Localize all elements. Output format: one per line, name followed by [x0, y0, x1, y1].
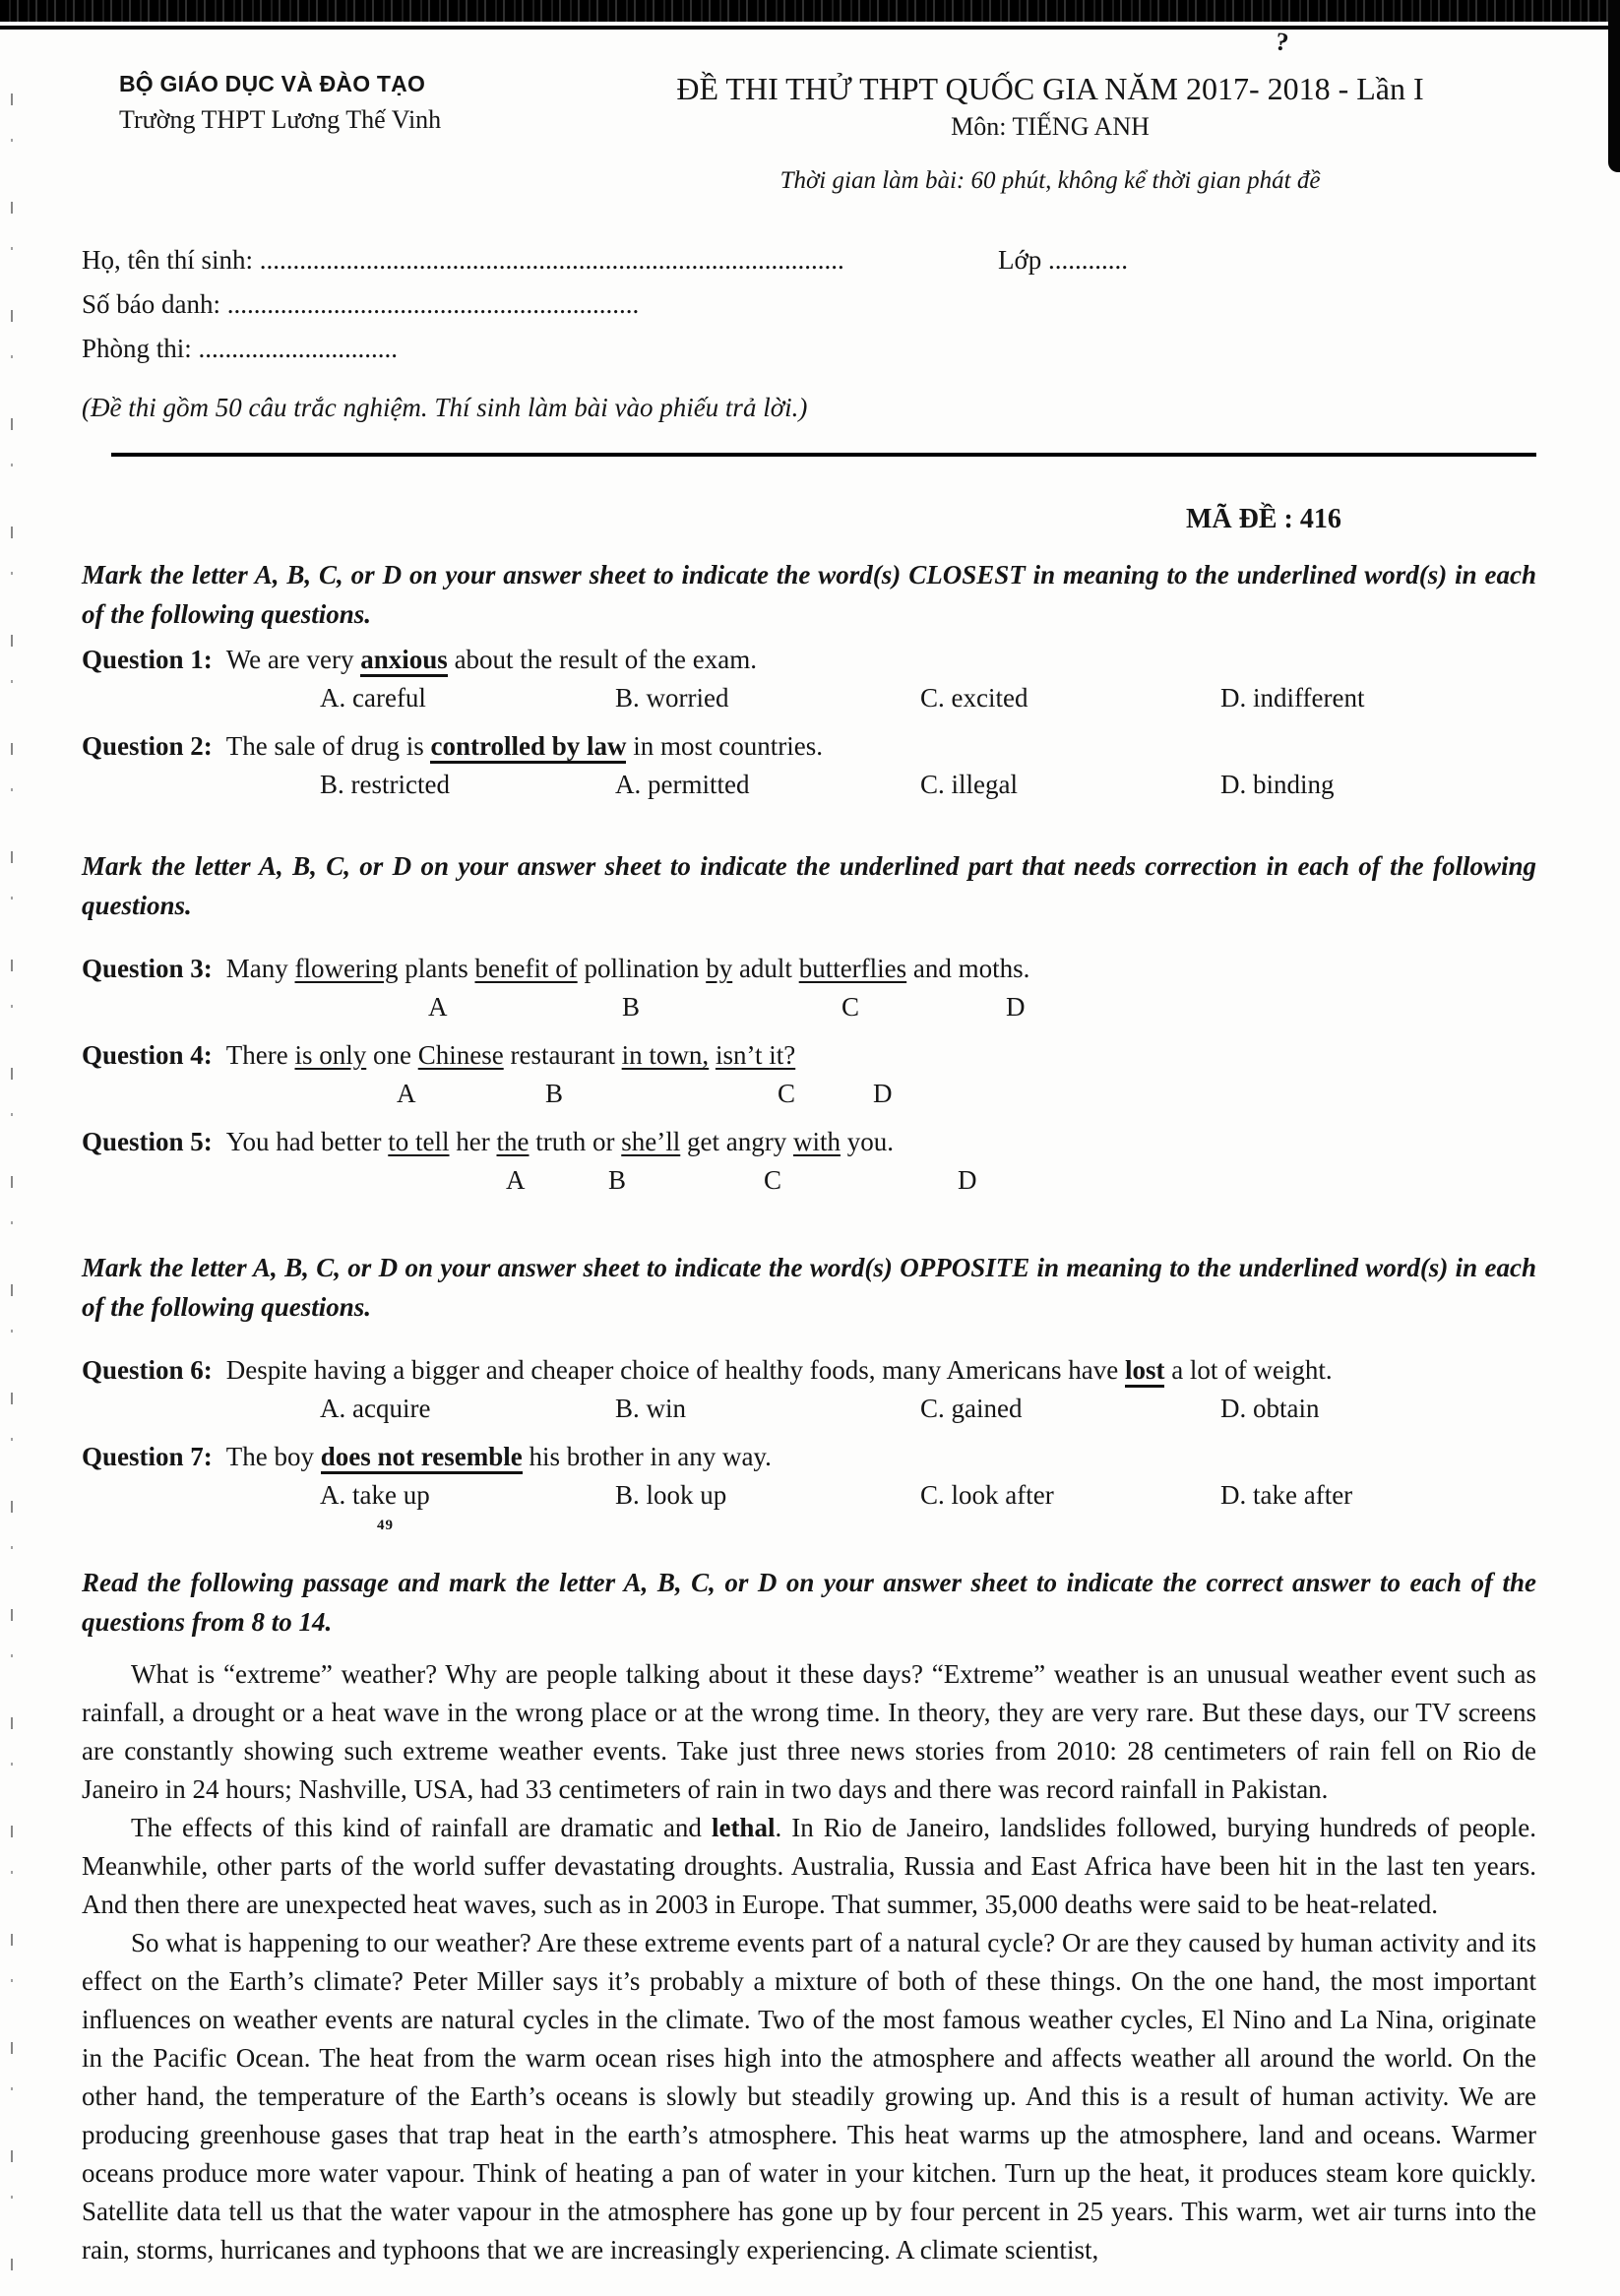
option-c: C. gained	[920, 1394, 1023, 1423]
option-a: A. permitted	[615, 770, 750, 799]
option-a: A. careful	[320, 683, 426, 713]
question-3	[82, 951, 1536, 986]
exam-subject: Môn: TIẾNG ANH	[951, 112, 1150, 141]
question-1-stem: We are very anxious about the result of the exam.	[226, 645, 757, 677]
letter-b: B	[622, 992, 641, 1022]
letter-d: D	[958, 1165, 977, 1195]
question-7-stem: The boy does not resemble his brother in any way.	[226, 1442, 772, 1474]
letter-a: A	[397, 1079, 416, 1108]
option-b: B. worried	[615, 683, 729, 713]
option-b: B. restricted	[320, 770, 450, 799]
question-1	[82, 642, 1536, 677]
question-1-options	[82, 683, 1536, 720]
question-4-stem: There is only one Chinese restaurant in town, isn’t it?	[225, 1040, 796, 1070]
letter-c: C	[841, 992, 860, 1022]
option-a: A. acquire	[320, 1394, 431, 1423]
option-d: D. take after	[1220, 1480, 1353, 1510]
letter-b: B	[545, 1079, 564, 1108]
question-6-label: Question 6:	[82, 1355, 213, 1385]
exam-header	[82, 71, 1536, 195]
question-7	[82, 1439, 1536, 1474]
page-content	[0, 71, 1620, 2269]
exam-room-field: Phòng thi: ..............................	[82, 334, 399, 363]
scan-squiggle-artifact: ?	[1274, 27, 1291, 57]
divider-line	[111, 453, 1536, 457]
question-3-letter-row	[82, 992, 1536, 1029]
section-instruction-correction: Mark the letter A, B, C, or D on your answer sheet to indicate the underlined part that needs correction in each of the following questions.	[82, 851, 1536, 920]
question-7-label: Question 7:	[82, 1442, 213, 1471]
scan-stray-mark: 49	[377, 1518, 394, 1533]
letter-c: C	[764, 1165, 782, 1195]
option-a: A. take up	[320, 1480, 430, 1510]
scan-noise-band	[0, 0, 1620, 22]
letter-a: A	[428, 992, 448, 1022]
header-title-block	[554, 71, 1536, 195]
question-3-stem: Many flowering plants benefit of pollination by adult butterflies and moths.	[225, 954, 1030, 983]
question-1-label: Question 1:	[82, 645, 213, 674]
question-3-label: Question 3:	[82, 954, 213, 983]
passage-paragraph-3: So what is happening to our weather? Are these extreme events part of a natural cycle? Or are they caused by human activity and its effect on the Earth’s climate? Peter Miller says it’s probably a mixture of both of these things. On the one hand, the most important influences on weather events are natural cycles in the climate. Two of the most famous weather cycles, El Nino and La Nina, originate in the Pacific Ocean. The heat from the warm ocean rises high into the atmosphere and affects weather all around the world. On the other hand, the temperature of the Earth’s oceans is slowly but steadily growing up. And this is a result of human activity. We are producing greenhouse gases that trap heat in the earth’s atmosphere. This heat warms up the atmosphere, land and oceans. Warmer oceans produce more water vapour. Think of heating a pan of water in your kitchen. Turn up the heat, it produces steam kore quickly. Satellite data tell us that the water vapour in the atmosphere has gone up by four percent in 25 years. This warm, wet air turns into the rain, storms, hurricanes and typhoons that we are increasingly experiencing. A climate scientist,	[82, 1928, 1536, 2265]
question-7-options	[82, 1480, 1536, 1518]
section-instruction-closest: Mark the letter A, B, C, or D on your answer sheet to indicate the word(s) CLOSEST in meaning to the underlined word(s) in each of the following questions.	[82, 560, 1536, 629]
question-6-options	[82, 1394, 1536, 1431]
option-c: C. excited	[920, 683, 1028, 713]
passage-paragraph-2: The effects of this kind of rainfall are dramatic and lethal. In Rio de Janeiro, landslides followed, burying hundreds of people. Meanwhile, other parts of the world suffer devastating droughts. Australia, Russia and East Africa have been hit in the last ten years. And then there are unexpected heat waves, such as in 2003 in Europe. That summer, 35,000 deaths were said to be heat-related.	[82, 1813, 1536, 1919]
question-5-letter-row	[82, 1165, 1536, 1203]
student-info-block	[82, 238, 1536, 371]
class-field: Lớp ............	[998, 245, 1129, 275]
option-d: D. obtain	[1220, 1394, 1320, 1423]
header-school-block	[82, 71, 554, 195]
exam-note: (Đề thi gồm 50 câu trắc nghiệm. Thí sinh làm bài vào phiếu trả lời.)	[82, 393, 808, 422]
question-2-label: Question 2:	[82, 731, 213, 761]
option-c: C. illegal	[920, 770, 1018, 799]
question-4-letter-row	[82, 1079, 1536, 1116]
option-d: D. binding	[1220, 770, 1335, 799]
ministry-name: BỘ GIÁO DỤC VÀ ĐÀO TẠO	[119, 71, 426, 96]
school-name: Trường THPT Lương Thế Vinh	[119, 105, 442, 134]
letter-c: C	[778, 1079, 796, 1108]
question-5-stem: You had better to tell her the truth or she’ll get angry with you.	[225, 1127, 894, 1156]
option-d: D. indifferent	[1220, 683, 1365, 713]
question-4	[82, 1037, 1536, 1073]
question-6-stem: Despite having a bigger and cheaper choice of healthy foods, many Americans have lost a lot of weight.	[226, 1355, 1333, 1388]
scan-left-margin-line	[11, 93, 13, 2288]
letter-d: D	[873, 1079, 893, 1108]
reading-passage	[82, 1655, 1536, 2269]
question-2-stem: The sale of drug is controlled by law in most countries.	[226, 731, 823, 764]
option-c: C. look after	[920, 1480, 1054, 1510]
letter-b: B	[608, 1165, 627, 1195]
student-name-field: Họ, tên thí sinh: ........................................................................................	[82, 245, 844, 275]
question-5	[82, 1124, 1536, 1159]
question-2-options	[82, 770, 1536, 807]
question-2	[82, 728, 1536, 764]
student-id-field: Số báo danh: ..............................................................	[82, 289, 640, 319]
scan-corner-artifact	[1608, 0, 1620, 172]
exam-title: ĐỀ THI THỬ THPT QUỐC GIA NĂM 2017- 2018 - Lần I	[676, 71, 1424, 106]
student-name-line	[82, 238, 1536, 282]
letter-a: A	[506, 1165, 526, 1195]
section-instruction-opposite: Mark the letter A, B, C, or D on your answer sheet to indicate the word(s) OPPOSITE in meaning to the underlined word(s) in each of the following questions.	[82, 1253, 1536, 1322]
option-b: B. look up	[615, 1480, 727, 1510]
exam-code: MÃ ĐỀ : 416	[1186, 504, 1341, 534]
question-5-label: Question 5:	[82, 1127, 213, 1156]
question-6	[82, 1352, 1536, 1388]
question-4-label: Question 4:	[82, 1040, 213, 1070]
option-b: B. win	[615, 1394, 687, 1423]
letter-d: D	[1006, 992, 1026, 1022]
section-instruction-reading: Read the following passage and mark the letter A, B, C, or D on your answer sheet to indicate the correct answer to each of the questions from 8 to 14.	[82, 1568, 1536, 1637]
exam-duration: Thời gian làm bài: 60 phút, không kể thời gian phát đề	[779, 167, 1321, 194]
passage-paragraph-1: What is “extreme” weather? Why are people talking about it these days? “Extreme” weather is an unusual weather event such as rainfall, a drought or a heat wave in the wrong place or at the wrong time. In theory, they are very rare. But these days, our TV screens are constantly showing such extreme weather events. Take just three news stories from 2010: 28 centimeters of rain fell on Rio de Janeiro in 24 hours; Nashville, USA, had 33 centimeters of rain in two days and there was record rainfall in Pakistan.	[82, 1659, 1536, 1804]
scan-top-rule	[0, 26, 1620, 30]
